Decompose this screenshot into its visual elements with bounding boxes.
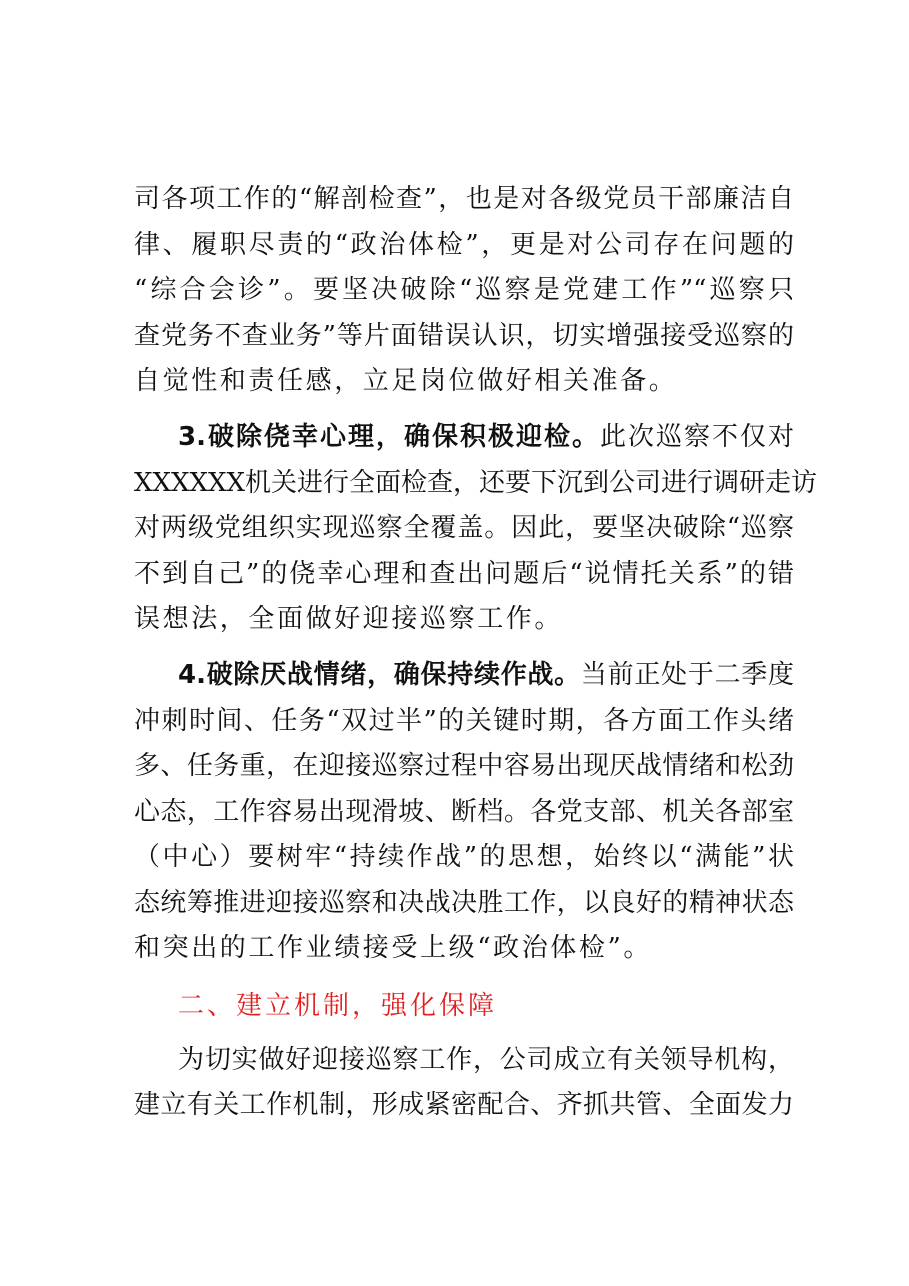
- body-line: 冲刺时间、任务“双过半”的关键时期，各方面工作头绪: [134, 706, 794, 736]
- item3-line1-rest: 此次巡察不仅对: [599, 422, 794, 452]
- body-line: 对两级党组织实现巡察全覆盖。因此，要坚决破除“巡察: [134, 513, 794, 543]
- body-line: 查党务不查业务”等片面错误认识，切实增强接受巡察的: [134, 321, 794, 351]
- body-line: 不到自己”的侥幸心理和查出问题后“说情托关系”的错: [134, 559, 794, 589]
- body-line: 司各项工作的“解剖检查”，也是对各级党员干部廉洁自: [134, 184, 794, 214]
- item4-first-line: [178, 655, 794, 695]
- body-line: 律、履职尽责的“政治体检”，更是对公司存在问题的: [134, 230, 794, 260]
- body-line: 误想法，全面做好迎接巡察工作。: [134, 604, 564, 634]
- body-line: 为切实做好迎接巡察工作，公司成立有关领导机构，: [178, 1045, 794, 1075]
- body-line: 多、任务重，在迎接巡察过程中容易出现厌战情绪和松劲: [134, 751, 794, 781]
- body-line: XXXXXX机关进行全面检查，还要下沉到公司进行调研走访: [134, 468, 818, 498]
- section-heading: 二、建立机制，强化保障: [178, 991, 498, 1021]
- body-line: 建立有关工作机制，形成紧密配合、齐抓共管、全面发力: [134, 1090, 794, 1120]
- body-line: （中心）要树牢“持续作战”的思想，始终以“满能”状: [134, 842, 794, 872]
- body-line: “综合会诊”。要坚决破除“巡察是党建工作”“巡察只: [134, 275, 794, 305]
- item3-lead: 3.破除侥幸心理，确保积极迎检。: [178, 422, 600, 452]
- item4-line1-rest: 当前正处于二季度: [580, 660, 794, 690]
- item4-lead: 4.破除厌战情绪，确保持续作战。: [178, 660, 581, 690]
- body-line: 和突出的工作业绩接受上级“政治体检”。: [134, 933, 652, 963]
- body-line: 态统筹推进迎接巡察和决战决胜工作，以良好的精神状态: [134, 888, 794, 918]
- body-line: 自觉性和责任感，立足岗位做好相关准备。: [134, 366, 678, 396]
- item3-first-line: [178, 417, 794, 457]
- body-line: 心态，工作容易出现滑坡、断档。各党支部、机关各部室: [134, 797, 794, 827]
